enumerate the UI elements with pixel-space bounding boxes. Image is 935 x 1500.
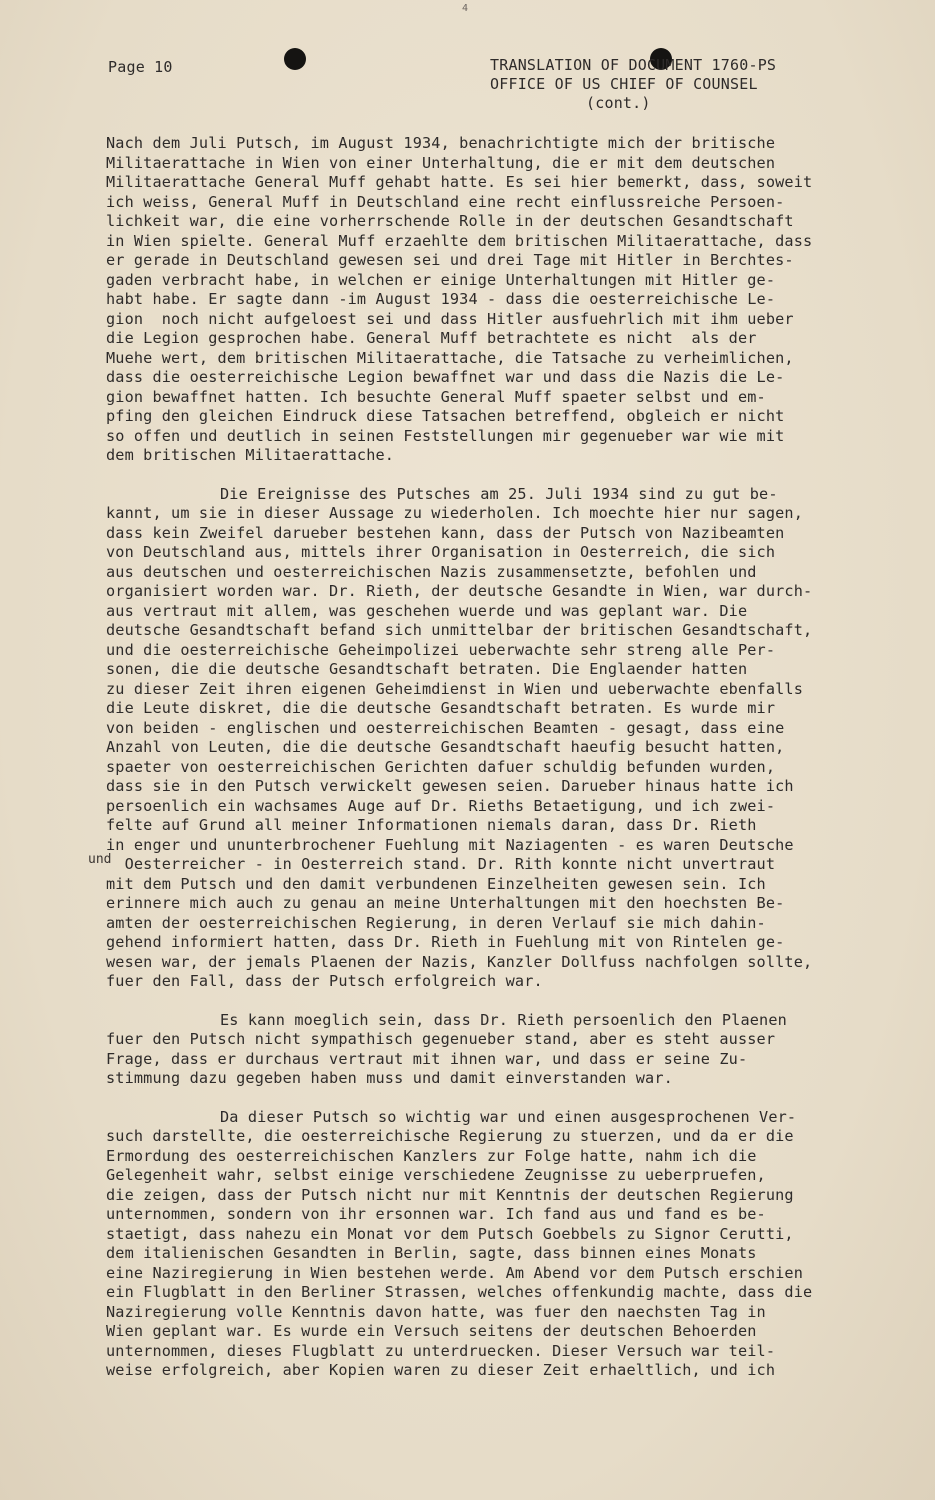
text-line: deutsche Gesandtschaft befand sich unmittelbar der britischen Gesandtschaft, — [106, 621, 813, 639]
text-line: aus vertraut mit allem, was geschehen wuerde und was geplant war. Die — [106, 601, 748, 620]
text-line: aus deutschen und oesterreichischen Nazis zusammensetzte, befohlen und — [106, 562, 757, 581]
text-line: amten der oesterreichischen Regierung, in deren Verlauf sie mich dahin- — [106, 913, 766, 932]
text-line: Die Ereignisse des Putsches am 25. Juli 1934 sind zu gut be- — [220, 484, 778, 503]
text-line: Naziregierung volle Kenntnis davon hatte, was fuer den naechsten Tag in — [106, 1302, 766, 1321]
text-line: lichkeit war, die eine vorherrschende Rolle in der deutschen Gesandtschaft — [106, 212, 794, 230]
text-line: Gelegenheit wahr, selbst einige verschiedene Zeugnisse zu ueberpruefen, — [106, 1166, 766, 1184]
text-line: Da dieser Putsch so wichtig war und einen ausgesprochenen Ver- — [220, 1107, 797, 1126]
text-line: dass sie in den Putsch verwickelt gewesen seien. Darueber hinaus hatte ich — [106, 777, 794, 795]
text-line: so offen und deutlich in seinen Feststellungen mir gegenueber war wie mit — [106, 426, 785, 445]
text-line: dass kein Zweifel darueber bestehen kann, dass der Putsch von Nazibeamten — [106, 523, 785, 542]
text-line: die zeigen, dass der Putsch nicht nur mit Kenntnis der deutschen Regierung — [106, 1185, 794, 1204]
text-line: unternommen, dieses Flugblatt zu unterdruecken. Dieser Versuch war teil- — [106, 1341, 776, 1360]
text-line: such darstellte, die oesterreichische Regierung zu stuerzen, und da er die — [106, 1127, 794, 1145]
text-line: erinnere mich auch zu genau an meine Unterhaltungen mit den hoechsten Be- — [106, 894, 785, 912]
text-line: von Deutschland aus, mittels ihrer Organisation in Oesterreich, die sich — [106, 543, 776, 561]
text-line: wesen war, der jemals Plaenen der Nazis, Kanzler Dollfuss nachfolgen sollte, — [106, 952, 813, 971]
text-line: weise erfolgreich, aber Kopien waren zu dieser Zeit erhaeltlich, und ich — [106, 1361, 776, 1379]
text-line: kannt, um sie in dieser Aussage zu wiederholen. Ich moechte hier nur sagen, — [106, 504, 804, 522]
text-line: organisiert worden war. Dr. Rieth, der deutsche Gesandte in Wien, war durch- — [106, 582, 813, 600]
text-line: Anzahl von Leuten, die die deutsche Gesandtschaft haeufig besucht hatten, — [106, 738, 785, 756]
paragraph — [106, 485, 846, 992]
text-line: stimmung dazu gegeben haben muss und damit einverstanden war. — [106, 1069, 673, 1087]
text-line: sonen, die die deutsche Gesandtschaft betraten. Die Englaender hatten — [106, 660, 748, 678]
text-line: dem britischen Militaerattache. — [106, 446, 395, 464]
text-line: und die oesterreichische Geheimpolizei ueberwachte sehr streng alle Per- — [106, 640, 776, 659]
text-line: in Wien spielte. General Muff erzaehlte dem britischen Militaerattache, dass — [106, 231, 813, 250]
text-line: felte auf Grund all meiner Informationen niemals daran, dass Dr. Rieth — [106, 816, 757, 834]
text-line: die Legion gesprochen habe. General Muff betrachtete es nicht als der — [106, 329, 757, 347]
text-line: Muehe wert, dem britischen Militaerattache, die Tatsache zu verheimlichen, — [106, 348, 794, 367]
text-line: gaden verbracht habe, in welchen er einige Unterhaltungen mit Hitler ge- — [106, 270, 776, 289]
text-line: die Leute diskret, die die deutsche Gesandtschaft betraten. Es wurde mir — [106, 699, 776, 717]
text-line: ein Flugblatt in den Berliner Strassen, welches offenkundig machte, dass die — [106, 1283, 813, 1301]
text-line: dem italienischen Gesandten in Berlin, sagte, dass binnen eines Monats — [106, 1244, 757, 1262]
page-number: Page 10 — [108, 58, 173, 76]
header-line-2: OFFICE OF US CHIEF OF COUNSEL — [490, 75, 758, 93]
text-line: Militaerattache General Muff gehabt hatte. Es sei hier bemerkt, dass, soweit — [106, 173, 813, 191]
text-line: spaeter von oesterreichischen Gerichten dafuer schuldig befunden wurden, — [106, 757, 776, 776]
text-line: dass die oesterreichische Legion bewaffnet war und dass die Nazis die Le- — [106, 368, 785, 386]
document-body — [106, 134, 846, 1400]
text-line: Es kann moeglich sein, dass Dr. Rieth persoenlich den Plaenen — [220, 1010, 787, 1029]
text-line: fuer den Fall, dass der Putsch erfolgreich war. — [106, 972, 543, 990]
text-line: gion bewaffnet hatten. Ich besuchte General Muff spaeter selbst und em- — [106, 387, 766, 406]
text-line: gion noch nicht aufgeloest sei und dass Hitler ausfuehrlich mit ihm ueber — [106, 309, 794, 328]
text-line: pfing den gleichen Eindruck diese Tatsachen betreffend, obgleich er nicht — [106, 407, 785, 425]
text-line: unternommen, sondern von ihr ersonnen war. Ich fand aus und fand es be- — [106, 1205, 766, 1223]
text-line: Frage, dass er durchaus vertraut mit ihnen war, und dass er seine Zu- — [106, 1049, 748, 1068]
text-line: zu dieser Zeit ihren eigenen Geheimdienst in Wien und ueberwachte ebenfalls — [106, 679, 804, 698]
top-mark: 4 — [462, 3, 469, 14]
text-line: in enger und ununterbrochener Fuehlung mit Naziagenten - es waren Deutsche — [106, 835, 794, 854]
text-line: fuer den Putsch nicht sympathisch gegenueber stand, aber es steht ausser — [106, 1030, 776, 1048]
text-line: er gerade in Deutschland gewesen sei und drei Tage mit Hitler in Berchtes- — [106, 251, 794, 269]
text-line: eine Naziregierung in Wien bestehen werde. Am Abend vor dem Putsch erschien — [106, 1263, 804, 1282]
text-line: staetigt, dass nahezu ein Monat vor dem Putsch Goebbels zu Signor Cerutti, — [106, 1224, 794, 1243]
text-line: von beiden - englischen und oesterreichischen Beamten - gesagt, dass eine — [106, 718, 785, 737]
paragraph — [106, 1108, 846, 1381]
text-line: Oesterreicher - in Oesterreich stand. Dr. Rith konnte nicht unvertraut — [106, 855, 776, 873]
text-line: habt habe. Er sagte dann -im August 1934 - dass die oesterreichische Le- — [106, 290, 776, 308]
punch-hole-left — [284, 48, 306, 70]
margin-note: und — [88, 852, 112, 867]
header-line-1: TRANSLATION OF DOCUMENT 1760-PS — [490, 56, 777, 74]
text-line: Wien geplant war. Es wurde ein Versuch seitens der deutschen Behoerden — [106, 1322, 757, 1340]
paragraph — [106, 134, 846, 466]
text-line: mit dem Putsch und den damit verbundenen Einzelheiten gewesen sein. Ich — [106, 874, 766, 893]
text-line: Nach dem Juli Putsch, im August 1934, benachrichtigte mich der britische — [106, 134, 776, 152]
text-line: persoenlich ein wachsames Auge auf Dr. Rieths Betaetigung, und ich zwei- — [106, 796, 776, 815]
text-line: ich weiss, General Muff in Deutschland eine recht einflussreiche Persoen- — [106, 192, 785, 211]
paragraph — [106, 1011, 846, 1089]
text-line: Ermordung des oesterreichischen Kanzlers zur Folge hatte, nahm ich die — [106, 1146, 757, 1165]
header-line-3: (cont.) — [586, 94, 651, 112]
text-line: Militaerattache in Wien von einer Unterhaltung, die er mit dem deutschen — [106, 153, 776, 172]
text-line: gehend informiert hatten, dass Dr. Rieth in Fuehlung mit von Rintelen ge- — [106, 933, 785, 951]
document-header — [490, 56, 820, 113]
